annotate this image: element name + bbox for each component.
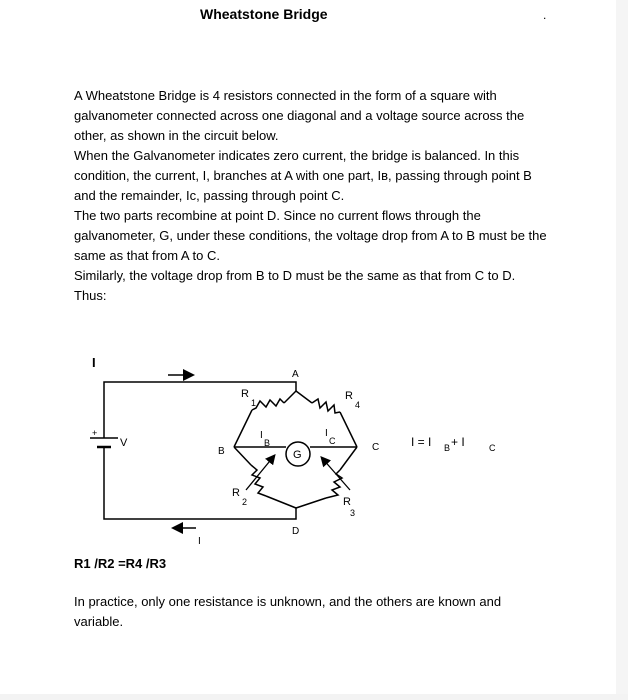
r1-subscript: 1: [251, 398, 257, 408]
right-edge-strip: [616, 0, 628, 700]
node-a-label: A: [292, 369, 299, 380]
current-equation-plus: + I: [451, 435, 465, 449]
ic-subscript: C: [329, 436, 336, 446]
balance-ratio: R1 /R2 =R4 /R3: [74, 556, 167, 571]
current-equation-sub-b: B: [444, 443, 451, 453]
current-equation-lhs: I = I: [411, 435, 432, 449]
r2-variable-arrow: [246, 456, 274, 490]
paragraph-5: Thus:: [74, 288, 107, 303]
galvanometer-label: G: [293, 449, 302, 461]
node-d-label: D: [292, 526, 300, 537]
ib-subscript: B: [264, 438, 271, 448]
current-equation-sub-c: C: [489, 443, 496, 453]
ib-label: I: [260, 430, 263, 441]
r4-subscript: 4: [355, 400, 361, 410]
r3-subscript: 3: [350, 508, 356, 518]
paragraph-3: The two parts recombine at point D. Since no current flows through the galvanometer, G, under these conditions, the voltage drop from A to B must be the same as that from A to C.: [74, 208, 547, 263]
source-negative-mark: I: [92, 355, 96, 370]
node-b-label: B: [218, 446, 225, 457]
page-title: Wheatstone Bridge: [200, 6, 328, 22]
outer-wires: [104, 382, 296, 519]
r2-subscript: 2: [242, 497, 248, 507]
paragraph-1: A Wheatstone Bridge is 4 resistors connected in the form of a square with galvanometer connected across one diagonal and a voltage source across the other, as shown in the circuit below.: [74, 88, 525, 143]
r4-label: R: [345, 390, 353, 402]
practice-note: In practice, only one resistance is unknown, and the others are known and variable.: [74, 594, 502, 629]
bottom-current-mark: I: [198, 536, 201, 547]
r3-label: R: [343, 496, 351, 508]
stray-dot: .: [543, 8, 547, 22]
paragraph-2: When the Galvanometer indicates zero current, the bridge is balanced. In this condition, the current, I, branches at A with one part, Iв, passing through point B and the remainder, Ic, passing through point C.: [74, 148, 532, 203]
node-c-label: C: [372, 442, 380, 453]
bottom-edge-strip: [0, 694, 628, 700]
ic-label: I: [325, 428, 328, 439]
battery-symbol: [90, 438, 118, 447]
r2-label: R: [232, 487, 240, 499]
paragraph-4: Similarly, the voltage drop from B to D must be the same as that from C to D.: [74, 268, 516, 283]
source-plus-sign: +: [92, 428, 98, 438]
source-voltage-label: V: [120, 437, 128, 449]
r1-label: R: [241, 388, 249, 400]
